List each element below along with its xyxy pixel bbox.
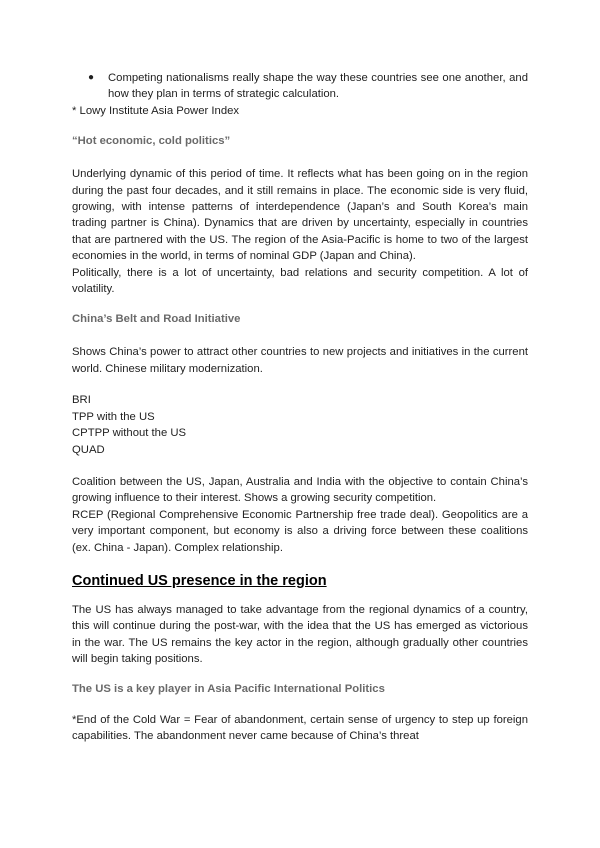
paragraph: The US has always managed to take advantage from the regional dynamics of a country, this will continue during the post-war, with the idea that the US has emerged as victorious in the war. The US remains the key actor in the region, although gradually other countries will begin taking positions. bbox=[72, 603, 528, 666]
list-item: TPP with the US bbox=[72, 410, 155, 423]
document-page bbox=[72, 70, 528, 744]
paragraph: Politically, there is a lot of uncertainty, bad relations and security competition. A lot of volatility. bbox=[72, 266, 528, 296]
paragraph: Underlying dynamic of this period of time. It reflects what has been going on in the region during the past four decades, and it still remains in place. The economic side is very fluid, growing, with intense patterns of interdependence (Japan’s and South Korea’s main trading partner is China). Dynamics that are driven by uncertainty, especially in countries that are partnered with the US. The region of the Asia-Pacific is home to two of the largest economies in the world, in terms of nominal GDP (Japan and China). bbox=[72, 168, 528, 263]
bullet-dot-icon: ● bbox=[88, 72, 95, 83]
heading-belt-road: China’s Belt and Road Initiative bbox=[72, 313, 241, 326]
footnote: * Lowy Institute Asia Power Index bbox=[72, 104, 240, 117]
list-item: BRI bbox=[72, 394, 91, 407]
heading-us-presence: Continued US presence in the region bbox=[72, 572, 327, 589]
list-item: CPTPP without the US bbox=[72, 427, 187, 440]
paragraph: RCEP (Regional Comprehensive Economic Partnership free trade deal). Geopolitics are a very important component, but economy is also a driving force between these coalitions (ex. China - Japan). Complex relationship. bbox=[72, 508, 528, 554]
bullet-text: Competing nationalisms really shape the way these countries see one another, and how they plan in terms of strategic calculation. bbox=[108, 72, 528, 101]
paragraph: Shows China’s power to attract other countries to new projects and initiatives in the current world. Chinese military modernization. bbox=[72, 346, 528, 375]
paragraph: *End of the Cold War = Fear of abandonment, certain sense of urgency to step up foreign capabilities. The abandonment never came because of China’s threat bbox=[72, 713, 528, 742]
heading-us-key-player: The US is a key player in Asia Pacific International Politics bbox=[72, 682, 385, 695]
heading-hot-economic: “Hot economic, cold politics” bbox=[72, 135, 231, 148]
paragraph: Coalition between the US, Japan, Australia and India with the objective to contain China’s growing influence to their interest. Shows a growing security competition. bbox=[72, 475, 528, 505]
list-item: QUAD bbox=[72, 443, 105, 456]
bullet-item bbox=[72, 70, 528, 103]
